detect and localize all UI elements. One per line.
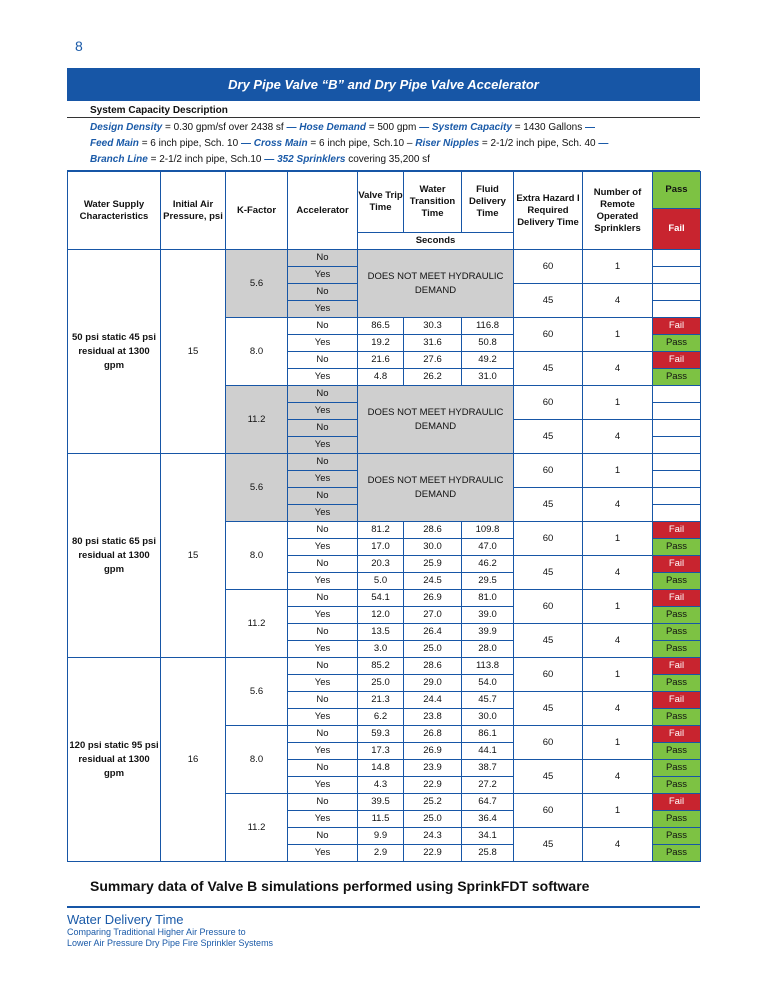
hose-demand-value: = 500 gpm <box>368 122 417 133</box>
remote-sprinklers-cell: 4 <box>583 624 653 658</box>
result-cell: Pass <box>653 624 701 641</box>
result-cell: Fail <box>653 522 701 539</box>
required-delivery-time-cell: 60 <box>514 250 583 284</box>
valve-trip-cell: 19.2 <box>358 335 404 352</box>
remote-sprinklers-cell: 4 <box>583 284 653 318</box>
k-factor-cell: 11.2 <box>226 794 288 862</box>
required-delivery-time-cell: 45 <box>514 352 583 386</box>
required-delivery-time-cell: 45 <box>514 488 583 522</box>
required-delivery-time-cell: 45 <box>514 284 583 318</box>
valve-trip-cell: 25.0 <box>358 675 404 692</box>
required-delivery-time-cell: 45 <box>514 420 583 454</box>
table-row <box>68 658 701 675</box>
sprinklers-value: covering 35,200 sf <box>348 154 430 165</box>
accelerator-cell: No <box>288 454 358 471</box>
water-transition-cell: 25.0 <box>404 811 462 828</box>
accelerator-cell: Yes <box>288 539 358 556</box>
fluid-delivery-cell: 64.7 <box>462 794 514 811</box>
water-transition-cell: 22.9 <box>404 845 462 862</box>
accelerator-cell: No <box>288 692 358 709</box>
water-transition-cell: 26.2 <box>404 369 462 386</box>
header-seconds: Seconds <box>358 233 514 250</box>
header-initial-air: Initial Air Pressure, psi <box>161 172 226 250</box>
branch-line-value: = 2-1/2 inch pipe, Sch.10 <box>150 154 262 165</box>
valve-trip-cell: 3.0 <box>358 641 404 658</box>
valve-trip-cell: 5.0 <box>358 573 404 590</box>
result-cell: Pass <box>653 760 701 777</box>
header-fluid-delivery: Fluid Delivery Time <box>462 172 514 233</box>
accelerator-cell: No <box>288 726 358 743</box>
remote-sprinklers-cell: 1 <box>583 726 653 760</box>
cross-main-value: = 6 inch pipe, Sch.10 – <box>310 138 413 149</box>
separator: — <box>264 154 275 165</box>
accelerator-cell: Yes <box>288 369 358 386</box>
accelerator-cell: Yes <box>288 335 358 352</box>
water-transition-cell: 24.3 <box>404 828 462 845</box>
accelerator-cell: Yes <box>288 641 358 658</box>
valve-trip-cell: 54.1 <box>358 590 404 607</box>
remote-sprinklers-cell: 1 <box>583 454 653 488</box>
does-not-meet-demand-cell: DOES NOT MEET HYDRAULIC DEMAND <box>358 250 514 318</box>
sprinklers-label: 352 Sprinklers <box>277 154 346 165</box>
valve-trip-cell: 4.3 <box>358 777 404 794</box>
valve-trip-cell: 21.6 <box>358 352 404 369</box>
accelerator-cell: No <box>288 760 358 777</box>
result-cell: Pass <box>653 369 701 386</box>
accelerator-cell: Yes <box>288 709 358 726</box>
fluid-delivery-cell: 86.1 <box>462 726 514 743</box>
water-supply-cell: 80 psi static 65 psi residual at 1300 gpm <box>68 454 161 658</box>
figure-caption: Summary data of Valve B simulations performed using SprinkFDT software <box>90 878 590 894</box>
accelerator-cell: Yes <box>288 573 358 590</box>
accelerator-cell: Yes <box>288 505 358 522</box>
remote-sprinklers-cell: 1 <box>583 386 653 420</box>
result-cell <box>653 420 701 437</box>
required-delivery-time-cell: 60 <box>514 658 583 692</box>
result-cell <box>653 284 701 301</box>
header-remote-sprinklers: Number of Remote Operated Sprinklers <box>583 172 653 250</box>
separator: — <box>419 122 430 133</box>
accelerator-cell: No <box>288 590 358 607</box>
accelerator-cell: Yes <box>288 845 358 862</box>
fluid-delivery-cell: 36.4 <box>462 811 514 828</box>
table-row <box>68 250 701 267</box>
result-cell <box>653 301 701 318</box>
fluid-delivery-cell: 25.8 <box>462 845 514 862</box>
result-cell: Fail <box>653 556 701 573</box>
remote-sprinklers-cell: 4 <box>583 828 653 862</box>
divider <box>67 117 700 118</box>
hose-demand-label: Hose Demand <box>299 122 366 133</box>
result-cell: Fail <box>653 590 701 607</box>
water-transition-cell: 25.9 <box>404 556 462 573</box>
water-transition-cell: 22.9 <box>404 777 462 794</box>
k-factor-cell: 11.2 <box>226 386 288 454</box>
accelerator-cell: Yes <box>288 777 358 794</box>
accelerator-cell: No <box>288 420 358 437</box>
riser-label: Riser Nipples <box>415 138 480 149</box>
accelerator-cell: Yes <box>288 437 358 454</box>
water-transition-cell: 23.9 <box>404 760 462 777</box>
required-delivery-time-cell: 60 <box>514 454 583 488</box>
remote-sprinklers-cell: 1 <box>583 522 653 556</box>
accelerator-cell: No <box>288 284 358 301</box>
water-transition-cell: 27.6 <box>404 352 462 369</box>
footer-title: Water Delivery Time <box>67 912 184 927</box>
k-factor-cell: 11.2 <box>226 590 288 658</box>
result-cell: Pass <box>653 709 701 726</box>
separator: — <box>286 122 297 133</box>
accelerator-cell: No <box>288 522 358 539</box>
valve-trip-cell: 11.5 <box>358 811 404 828</box>
result-cell: Fail <box>653 658 701 675</box>
result-cell: Pass <box>653 539 701 556</box>
valve-trip-cell: 14.8 <box>358 760 404 777</box>
cross-main-label: Cross Main <box>253 138 308 149</box>
accelerator-cell: Yes <box>288 743 358 760</box>
page-number: 8 <box>75 38 83 54</box>
accelerator-cell: Yes <box>288 811 358 828</box>
fluid-delivery-cell: 27.2 <box>462 777 514 794</box>
result-cell: Pass <box>653 777 701 794</box>
accelerator-cell: Yes <box>288 471 358 488</box>
design-density-value: = 0.30 gpm/sf over 2438 sf <box>165 122 284 133</box>
valve-trip-cell: 86.5 <box>358 318 404 335</box>
capacity-heading: System Capacity Description <box>90 105 228 116</box>
does-not-meet-demand-cell: DOES NOT MEET HYDRAULIC DEMAND <box>358 386 514 454</box>
water-transition-cell: 26.9 <box>404 590 462 607</box>
accelerator-cell: No <box>288 828 358 845</box>
initial-air-cell: 15 <box>161 454 226 658</box>
header-extra-hazard: Extra Hazard I Required Delivery Time <box>514 172 583 250</box>
required-delivery-time-cell: 60 <box>514 794 583 828</box>
capacity-description <box>90 120 690 168</box>
required-delivery-time-cell: 60 <box>514 522 583 556</box>
fluid-delivery-cell: 38.7 <box>462 760 514 777</box>
water-transition-cell: 28.6 <box>404 522 462 539</box>
result-cell: Fail <box>653 726 701 743</box>
fluid-delivery-cell: 45.7 <box>462 692 514 709</box>
water-transition-cell: 30.3 <box>404 318 462 335</box>
header-water-supply: Water Supply Characteristics <box>68 172 161 250</box>
accelerator-cell: Yes <box>288 403 358 420</box>
accelerator-cell: No <box>288 556 358 573</box>
header-fail: Fail <box>653 209 701 250</box>
accelerator-cell: Yes <box>288 675 358 692</box>
valve-trip-cell: 39.5 <box>358 794 404 811</box>
result-cell: Fail <box>653 318 701 335</box>
fluid-delivery-cell: 28.0 <box>462 641 514 658</box>
result-cell: Pass <box>653 743 701 760</box>
remote-sprinklers-cell: 1 <box>583 250 653 284</box>
result-cell: Fail <box>653 794 701 811</box>
valve-trip-cell: 6.2 <box>358 709 404 726</box>
required-delivery-time-cell: 60 <box>514 590 583 624</box>
required-delivery-time-cell: 45 <box>514 828 583 862</box>
header-valve-trip: Valve Trip Time <box>358 172 404 233</box>
accelerator-cell: No <box>288 488 358 505</box>
header-k-factor: K-Factor <box>226 172 288 250</box>
fluid-delivery-cell: 44.1 <box>462 743 514 760</box>
accelerator-cell: Yes <box>288 267 358 284</box>
result-cell: Pass <box>653 811 701 828</box>
header-pass: Pass <box>653 172 701 209</box>
accelerator-cell: No <box>288 386 358 403</box>
valve-trip-cell: 59.3 <box>358 726 404 743</box>
remote-sprinklers-cell: 4 <box>583 420 653 454</box>
result-cell <box>653 403 701 420</box>
remote-sprinklers-cell: 4 <box>583 556 653 590</box>
footer-divider <box>67 906 700 908</box>
fluid-delivery-cell: 30.0 <box>462 709 514 726</box>
result-cell <box>653 505 701 522</box>
remote-sprinklers-cell: 1 <box>583 590 653 624</box>
result-cell <box>653 471 701 488</box>
water-transition-cell: 28.6 <box>404 658 462 675</box>
valve-trip-cell: 17.0 <box>358 539 404 556</box>
k-factor-cell: 8.0 <box>226 318 288 386</box>
separator: — <box>598 138 609 149</box>
required-delivery-time-cell: 45 <box>514 760 583 794</box>
result-cell: Pass <box>653 675 701 692</box>
does-not-meet-demand-cell: DOES NOT MEET HYDRAULIC DEMAND <box>358 454 514 522</box>
k-factor-cell: 5.6 <box>226 454 288 522</box>
result-cell: Pass <box>653 607 701 624</box>
accelerator-cell: No <box>288 794 358 811</box>
remote-sprinklers-cell: 1 <box>583 318 653 352</box>
required-delivery-time-cell: 45 <box>514 624 583 658</box>
fluid-delivery-cell: 39.0 <box>462 607 514 624</box>
fluid-delivery-cell: 34.1 <box>462 828 514 845</box>
valve-trip-cell: 2.9 <box>358 845 404 862</box>
header-water-transition: Water Transition Time <box>404 172 462 233</box>
water-transition-cell: 25.2 <box>404 794 462 811</box>
fluid-delivery-cell: 29.5 <box>462 573 514 590</box>
result-cell: Pass <box>653 845 701 862</box>
fluid-delivery-cell: 109.8 <box>462 522 514 539</box>
remote-sprinklers-cell: 4 <box>583 488 653 522</box>
k-factor-cell: 8.0 <box>226 522 288 590</box>
design-density-label: Design Density <box>90 122 163 133</box>
result-cell <box>653 386 701 403</box>
accelerator-cell: No <box>288 352 358 369</box>
separator: — <box>585 122 596 133</box>
fluid-delivery-cell: 54.0 <box>462 675 514 692</box>
fluid-delivery-cell: 46.2 <box>462 556 514 573</box>
k-factor-cell: 5.6 <box>226 658 288 726</box>
result-cell <box>653 454 701 471</box>
accelerator-cell: No <box>288 318 358 335</box>
footer-subtitle <box>67 927 273 949</box>
accelerator-cell: No <box>288 624 358 641</box>
results-table <box>67 171 701 862</box>
fluid-delivery-cell: 50.8 <box>462 335 514 352</box>
system-capacity-label: System Capacity <box>431 122 512 133</box>
water-transition-cell: 23.8 <box>404 709 462 726</box>
accelerator-cell: Yes <box>288 301 358 318</box>
required-delivery-time-cell: 60 <box>514 318 583 352</box>
remote-sprinklers-cell: 1 <box>583 794 653 828</box>
k-factor-cell: 8.0 <box>226 726 288 794</box>
required-delivery-time-cell: 45 <box>514 692 583 726</box>
water-transition-cell: 31.6 <box>404 335 462 352</box>
footer-subtitle-line: Lower Air Pressure Dry Pipe Fire Sprinkler Systems <box>67 938 274 948</box>
separator: — <box>240 138 251 149</box>
result-cell <box>653 267 701 284</box>
fluid-delivery-cell: 116.8 <box>462 318 514 335</box>
accelerator-cell: Yes <box>288 607 358 624</box>
valve-trip-cell: 21.3 <box>358 692 404 709</box>
fluid-delivery-cell: 81.0 <box>462 590 514 607</box>
water-supply-cell: 120 psi static 95 psi residual at 1300 gpm <box>68 658 161 862</box>
remote-sprinklers-cell: 1 <box>583 658 653 692</box>
water-transition-cell: 27.0 <box>404 607 462 624</box>
required-delivery-time-cell: 45 <box>514 556 583 590</box>
required-delivery-time-cell: 60 <box>514 386 583 420</box>
header-accelerator: Accelerator <box>288 172 358 250</box>
remote-sprinklers-cell: 4 <box>583 352 653 386</box>
result-cell <box>653 250 701 267</box>
valve-trip-cell: 4.8 <box>358 369 404 386</box>
result-cell: Pass <box>653 828 701 845</box>
result-cell <box>653 437 701 454</box>
system-capacity-value: = 1430 Gallons <box>514 122 583 133</box>
valve-trip-cell: 20.3 <box>358 556 404 573</box>
result-cell: Fail <box>653 692 701 709</box>
fluid-delivery-cell: 113.8 <box>462 658 514 675</box>
accelerator-cell: No <box>288 250 358 267</box>
riser-value: = 2-1/2 inch pipe, Sch. 40 <box>481 138 596 149</box>
water-transition-cell: 24.5 <box>404 573 462 590</box>
water-transition-cell: 25.0 <box>404 641 462 658</box>
table-body <box>68 250 701 862</box>
feed-main-label: Feed Main <box>90 138 139 149</box>
fluid-delivery-cell: 47.0 <box>462 539 514 556</box>
feed-main-value: = 6 inch pipe, Sch. 10 <box>141 138 239 149</box>
water-transition-cell: 26.9 <box>404 743 462 760</box>
result-cell: Fail <box>653 352 701 369</box>
required-delivery-time-cell: 60 <box>514 726 583 760</box>
result-cell: Pass <box>653 573 701 590</box>
fluid-delivery-cell: 31.0 <box>462 369 514 386</box>
remote-sprinklers-cell: 4 <box>583 760 653 794</box>
table-title: Dry Pipe Valve “B” and Dry Pipe Valve Accelerator <box>67 68 700 101</box>
valve-trip-cell: 85.2 <box>358 658 404 675</box>
k-factor-cell: 5.6 <box>226 250 288 318</box>
footer-subtitle-line: Comparing Traditional Higher Air Pressure to <box>67 927 246 937</box>
valve-trip-cell: 81.2 <box>358 522 404 539</box>
initial-air-cell: 15 <box>161 250 226 454</box>
valve-trip-cell: 17.3 <box>358 743 404 760</box>
initial-air-cell: 16 <box>161 658 226 862</box>
water-supply-cell: 50 psi static 45 psi residual at 1300 gpm <box>68 250 161 454</box>
fluid-delivery-cell: 39.9 <box>462 624 514 641</box>
accelerator-cell: No <box>288 658 358 675</box>
valve-trip-cell: 9.9 <box>358 828 404 845</box>
table-row <box>68 454 701 471</box>
valve-trip-cell: 12.0 <box>358 607 404 624</box>
branch-line-label: Branch Line <box>90 154 148 165</box>
water-transition-cell: 26.4 <box>404 624 462 641</box>
result-cell: Pass <box>653 641 701 658</box>
water-transition-cell: 30.0 <box>404 539 462 556</box>
result-cell: Pass <box>653 335 701 352</box>
fluid-delivery-cell: 49.2 <box>462 352 514 369</box>
water-transition-cell: 26.8 <box>404 726 462 743</box>
valve-trip-cell: 13.5 <box>358 624 404 641</box>
remote-sprinklers-cell: 4 <box>583 692 653 726</box>
result-cell <box>653 488 701 505</box>
water-transition-cell: 29.0 <box>404 675 462 692</box>
water-transition-cell: 24.4 <box>404 692 462 709</box>
